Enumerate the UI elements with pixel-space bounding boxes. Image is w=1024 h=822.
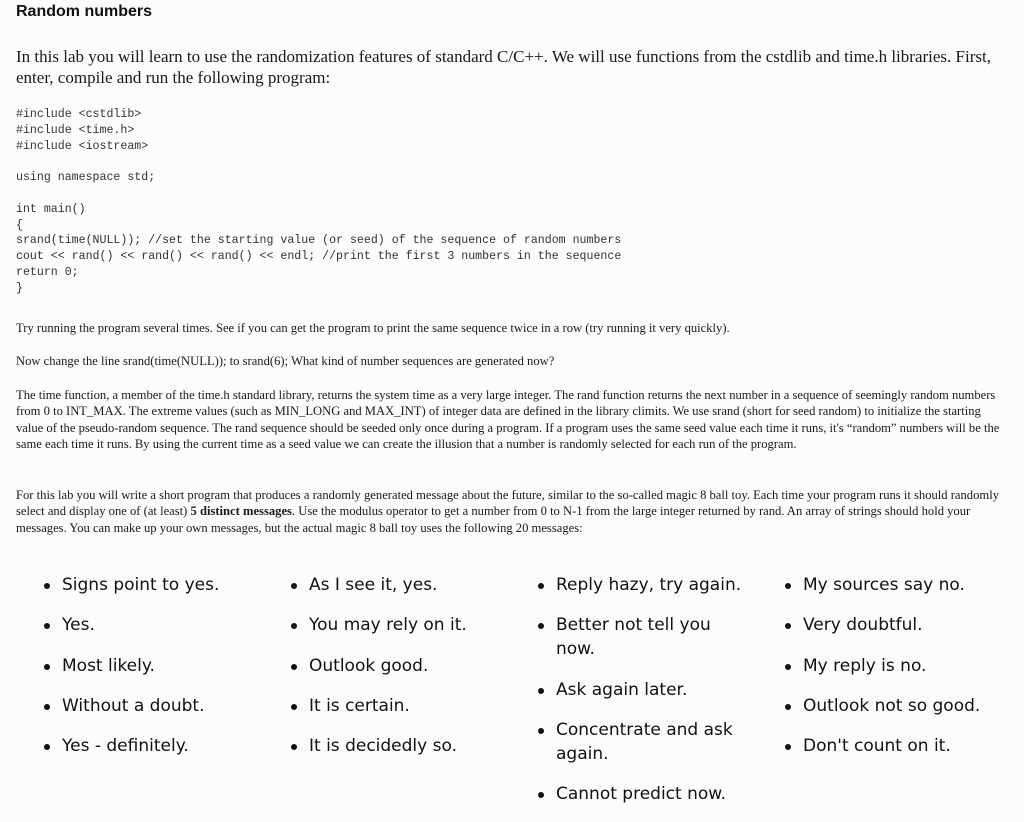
list-item: You may rely on it. <box>309 613 510 637</box>
code-line: #include <cstdlib> <box>16 108 142 121</box>
message-column-1 <box>16 573 263 822</box>
code-line: } <box>16 281 23 295</box>
code-line: { <box>16 218 23 232</box>
message-column-2 <box>263 573 510 822</box>
code-line: #include <time.h> <box>16 123 135 137</box>
intro-paragraph: In this lab you will learn to use the randomization features of standard C/C++. We will use functions from the cstdlib and time.h libraries. First, enter, compile and run the following program: <box>16 47 991 87</box>
list-item: Better not tell you now. <box>556 613 757 661</box>
list-item: Yes. <box>62 613 263 637</box>
change-seed-paragraph: Now change the line srand(time(NULL)); to srand(6); What kind of number sequences are generated now? <box>16 354 555 368</box>
list-item: Concentrate and ask again. <box>556 718 757 766</box>
lab-task-text-end: . Use the modulus operator to get a number from 0 to N-1 from the large integer returned by rand. An array of strings should hold your messages. You can make up your own messages, but the actual magic 8 ball toy uses the following 20 messages: <box>16 504 971 535</box>
code-line: int main() <box>16 202 86 216</box>
try-running-paragraph: Try running the program several times. See if you can get the program to print the same sequence twice in a row (try running it very quickly). <box>16 321 730 335</box>
code-line: return 0; <box>16 265 79 279</box>
list-item: My reply is no. <box>803 654 1004 678</box>
list-item: Without a doubt. <box>62 694 263 718</box>
list-item: Outlook good. <box>309 654 510 678</box>
list-item: Cannot predict now. <box>556 782 757 806</box>
list-item: It is decidedly so. <box>309 734 510 758</box>
magic-8-ball-messages <box>16 573 1016 822</box>
message-column-3 <box>510 573 757 822</box>
list-item: Signs point to yes. <box>62 573 263 597</box>
code-line: using namespace std; <box>16 171 156 185</box>
code-line <box>16 154 621 170</box>
list-item: Don't count on it. <box>803 734 1004 758</box>
list-item: It is certain. <box>309 694 510 718</box>
list-item: Outlook not so good. <box>803 694 1004 718</box>
list-item: Very doubtful. <box>803 613 1004 637</box>
lab-task-text-start: For this lab you will write a short program that produces a randomly generated message about the future, similar to the so-called magic 8 ball toy. Each time your program runs it should randomly select and display one of (at least) <box>16 488 999 519</box>
code-line: #include <iostream> <box>16 139 149 153</box>
message-column-4 <box>757 573 1004 822</box>
page-title: Random numbers <box>16 3 153 20</box>
code-line <box>16 186 621 202</box>
code-block <box>16 107 621 297</box>
list-item: Most likely. <box>62 654 263 678</box>
list-item: Yes - definitely. <box>62 734 263 758</box>
code-line: srand(time(NULL)); //set the starting value (or seed) of the sequence of random numbers <box>16 234 622 248</box>
lab-task-emphasis: 5 distinct messages <box>190 504 292 519</box>
list-item: Ask again later. <box>556 678 757 702</box>
lab-task-paragraph <box>16 487 1008 536</box>
list-item: As I see it, yes. <box>309 573 510 597</box>
list-item: Reply hazy, try again. <box>556 573 757 597</box>
time-function-paragraph: The time function, a member of the time.h standard library, returns the system time as a very large integer. The rand function returns the next number in a sequence of seemingly random numbers from 0 to INT_MAX. The extreme values (such as MIN_LONG and MAX_INT) of integer data are defined in the library climits. We use srand (short for seed random) to initialize the starting value of the pseudo-random sequence. The rand sequence should be seeded only once during a program. If a program uses the same seed value each time it runs, it's “random” numbers will be the same each time it runs. By using the current time as a seed value we can create the illusion that a number is randomly selected for each run of the program. <box>16 388 1000 452</box>
code-line: cout << rand() << rand() << rand() << endl; //print the first 3 numbers in the sequence <box>16 250 622 264</box>
list-item: My sources say no. <box>803 573 1004 597</box>
